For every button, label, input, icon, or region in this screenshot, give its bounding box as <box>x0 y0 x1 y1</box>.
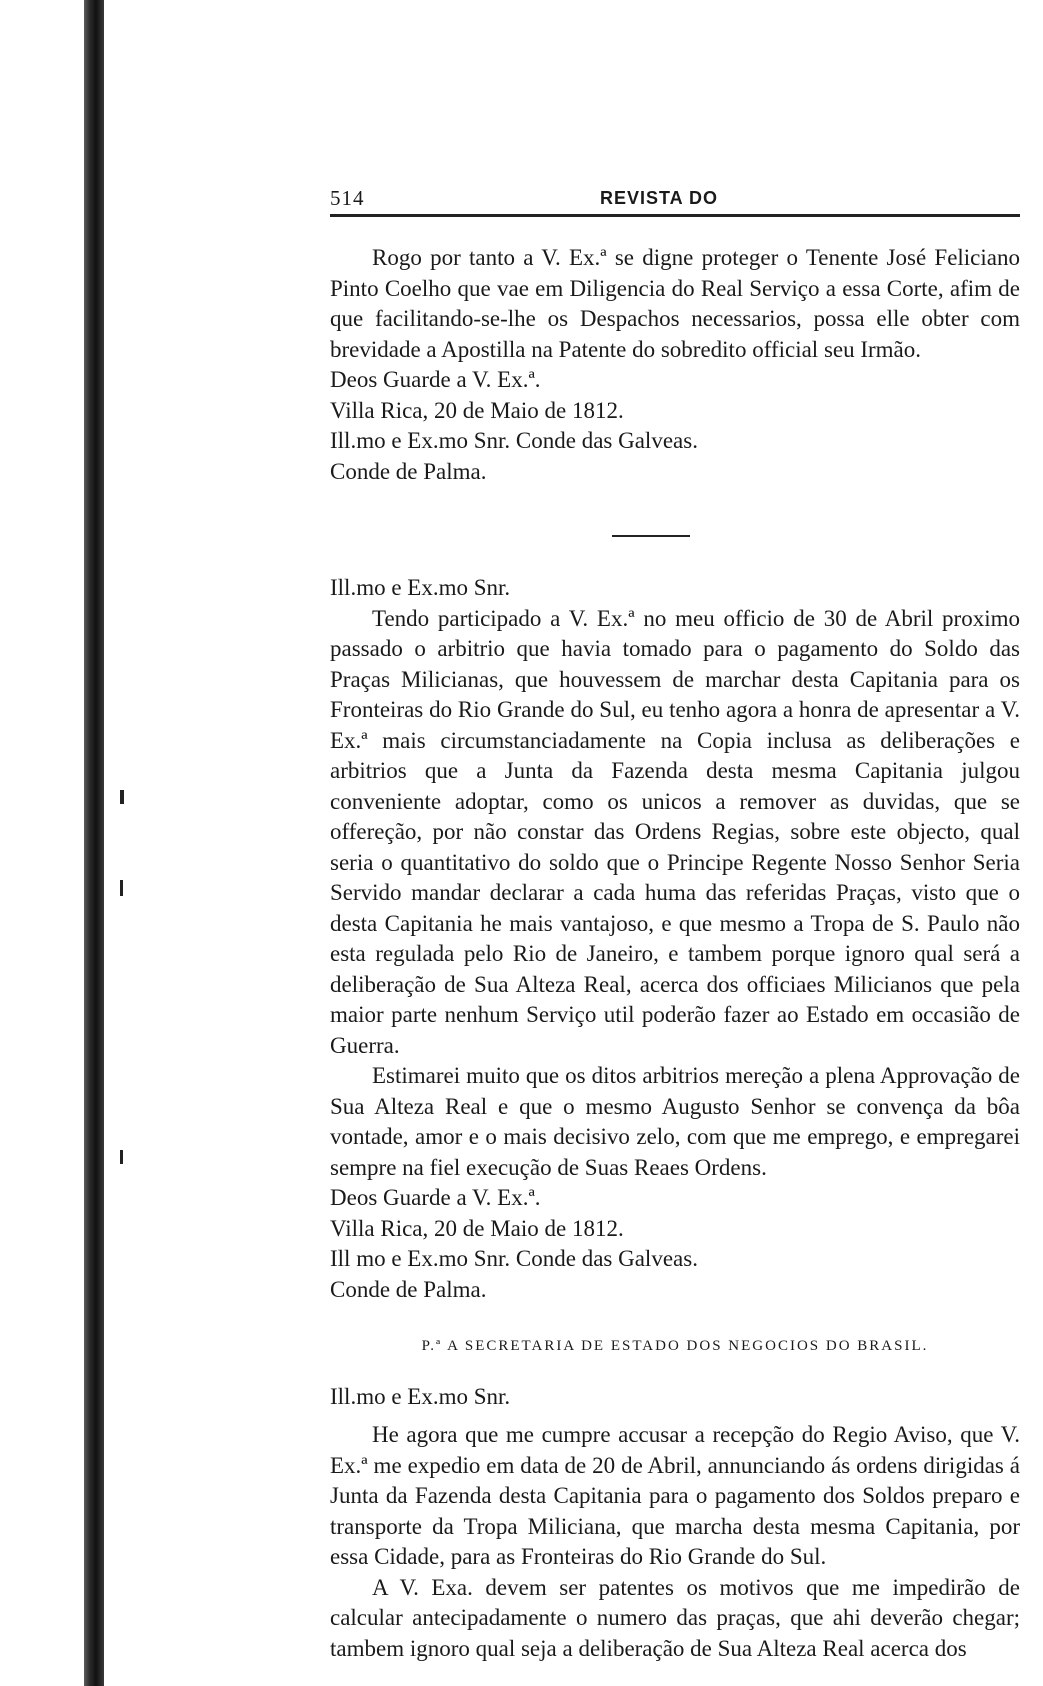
page-number: 514 <box>330 186 365 210</box>
letter1-place-date: Villa Rica, 20 de Maio de 1812. <box>330 397 624 423</box>
letter2-closing: Deos Guarde a V. Ex.ª. <box>330 1185 541 1210</box>
letter1-signature: Conde de Palma. <box>330 458 487 484</box>
margin-mark <box>120 790 124 804</box>
page-header <box>330 178 1020 212</box>
letter3-paragraph-1: He agora que me cumpre accusar a recepção do Regio Aviso, que V. Ex.ª me expedio em data de 20 de Abril, annunciando ás ordens dirigidas á Junta da Fazenda desta Capitania para o pagamento dos Soldos preparo e transporte da Tropa Miliciana, que marcha desta mesma Capitania, por essa Cidade, para as Fronteiras do Rio Grande do Sul. <box>330 1422 1020 1569</box>
document-page <box>330 178 1020 1664</box>
letter3-salutation: Ill.mo e Ex.mo Snr. <box>330 1383 511 1409</box>
letter3-paragraph-2: A V. Exa. devem ser patentes os motivos que me impedirão de calcular antecipadamente o numero das praças, que ahi deverão chegar; tambem ignoro qual seja a deliberação de Sua Alteza Real acerca dos <box>330 1574 1020 1661</box>
book-binding <box>84 0 104 1686</box>
letter1-body: Rogo por tanto a V. Ex.ª se digne proteger o Tenente José Feliciano Pinto Coelho que vae em Diligencia do Real Serviço a essa Corte, afim de que facilitando-se-lhe os Despachos necessarios, possa elle obter com brevidade a Apostilla na Patente do sobredito official seu Irmão. <box>330 245 1020 362</box>
section-heading: P.ª A SECRETARIA DE ESTADO DOS NEGOCIOS DO BRASIL. <box>421 1338 929 1354</box>
page-body <box>330 243 1020 1664</box>
letter2-paragraph-1: Tendo participado a V. Ex.ª no meu officio de 30 de Abril proximo passado o arbitrio que havia tomado para o pagamento do Soldo das Praças Milicianas, que houvessem de marchar desta Capitania para os Fronteiras do Rio Grande do Sul, eu tenho agora a honra de apresentar a V. Ex.ª mais circumstanciadamente na Copia inclusa as deliberações e arbitrios que a Junta da Fazenda desta mesma Capitania julgou conveniente adoptar, como os unicos a remover as duvidas, que se offereção, por não constar das Ordens Regias, sobre este objecto, qual seria o quantitativo do soldo que o Principe Regente Nosso Senhor Seria Servido mandar declarar a cada huma das referidas Praças, visto que o desta Capitania he mais vantajoso, e que mesmo a Tropa de S. Paulo não esta regulada pelo Rio de Janeiro, e tambem porque ignoro qual será a deliberação de Sua Alteza Real, acerca dos officiaes Milicianos que pela maior parte nenhum Serviço util poderão fazer ao Estado em occasião de Guerra. <box>330 605 1020 1058</box>
header-rule <box>330 214 1020 217</box>
letter2-place-date: Villa Rica, 20 de Maio de 1812. <box>330 1215 624 1241</box>
letter2-addressee: Ill mo e Ex.mo Snr. Conde das Galveas. <box>330 1246 698 1271</box>
letter2-salutation: Ill.mo e Ex.mo Snr. <box>330 575 511 600</box>
margin-mark <box>120 1150 123 1164</box>
letter2-paragraph-2: Estimarei muito que os ditos arbitrios mereção a plena Approvação de Sua Alteza Real e que o mesmo Augusto Senhor se convença da bôa vontade, amor e o mais decisivo zelo, com que me emprego, e empregarei sempre na fiel execução de Suas Reaes Ordens. <box>330 1063 1020 1180</box>
spacer <box>330 1412 1020 1420</box>
letter1-addressee: Ill.mo e Ex.mo Snr. Conde das Galveas. <box>330 428 698 453</box>
letter2-signature: Conde de Palma. <box>330 1276 487 1302</box>
running-head: REVISTA DO <box>600 188 719 208</box>
margin-mark <box>120 880 123 896</box>
letter1-closing: Deos Guarde a V. Ex.ª. <box>330 367 541 392</box>
section-divider <box>612 535 690 537</box>
